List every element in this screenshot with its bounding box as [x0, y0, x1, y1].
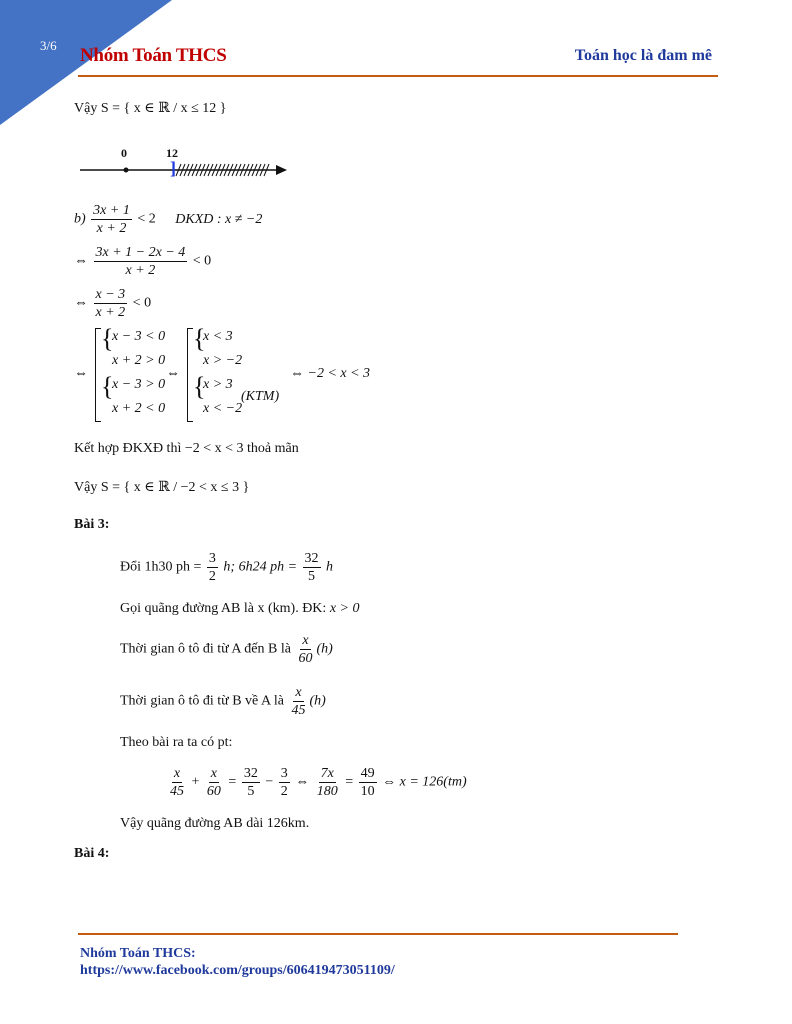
header-tagline: Toán học là đam mê	[574, 47, 712, 64]
time1-unit: (h)	[316, 641, 333, 657]
bai3-conclusion: Vậy quãng đường AB dài 126km.	[120, 816, 310, 831]
system-b2: x > −2	[203, 353, 243, 368]
numerator: 49	[360, 766, 375, 781]
let-condition: x > 0	[329, 601, 360, 616]
numberline-label-zero: 0	[121, 146, 127, 160]
numberline-bracket: ]	[170, 158, 176, 178]
system-b1: x < 3	[203, 329, 233, 344]
numerator: x	[173, 766, 181, 781]
system-result: ⇔ −2 < x < 3	[290, 366, 371, 381]
denominator: 60	[206, 784, 221, 799]
system-b3: x > 3	[203, 377, 233, 392]
fraction	[315, 765, 340, 800]
system-brace: {	[193, 372, 206, 401]
part-b-conclusion-set: = { x ∈ ℝ / −2 < x ≤ 3 }	[112, 480, 250, 495]
numerator: 3x + 1	[93, 203, 130, 218]
numerator: x	[302, 633, 309, 648]
fraction	[359, 765, 377, 800]
part-b-conclusion	[74, 479, 249, 496]
time2-text: Thời gian ô tô đi từ B về A là	[120, 693, 284, 709]
denominator: x + 2	[96, 221, 127, 236]
part-a-conclusion	[74, 100, 227, 117]
time1-text: Thời gian ô tô đi từ A đến B là	[120, 641, 291, 657]
fraction	[289, 684, 307, 719]
relation: < 2	[137, 211, 156, 227]
op: =	[228, 774, 237, 790]
part-a-conclusion-set: = { x ∈ ℝ / x ≤ 12 }	[112, 101, 227, 116]
system-brace: {	[101, 372, 114, 401]
header-rule	[78, 75, 718, 77]
part-a-conclusion-prefix: Vậy S	[74, 101, 109, 116]
numerator: x − 3	[95, 287, 126, 302]
numerator: 3	[208, 551, 216, 566]
part-b-label: b)	[74, 211, 86, 227]
footer-group: Nhóm Toán THCS:	[80, 946, 196, 961]
bai3-time2	[120, 684, 326, 719]
fraction	[303, 550, 321, 585]
denominator: 5	[308, 569, 316, 584]
denominator: 10	[360, 784, 375, 799]
system-a1: x − 3 < 0	[112, 329, 166, 344]
system-b4: x < −2	[203, 401, 243, 416]
bai3-equation	[166, 765, 467, 800]
denominator: x + 2	[95, 305, 126, 320]
system-a4: x + 2 < 0	[112, 401, 166, 416]
number-line	[70, 140, 300, 185]
op: +	[191, 774, 200, 790]
denominator: 60	[298, 651, 313, 666]
bai3-let	[120, 601, 359, 617]
system-arrow-1: ⇔	[74, 366, 88, 381]
system-brace: {	[193, 324, 206, 353]
numerator: x	[210, 766, 218, 781]
iff-arrow: ⇔	[74, 253, 88, 269]
part-b-line3	[74, 286, 151, 321]
numerator: 7x	[320, 766, 334, 781]
convert-suffix: h	[326, 559, 334, 575]
numerator: 32	[243, 766, 258, 781]
convert-mid: h; 6h24 ph =	[223, 559, 298, 575]
footer-rule	[78, 933, 678, 935]
relation: < 0	[132, 295, 152, 311]
denominator: 2	[208, 569, 216, 584]
denominator: x + 2	[125, 263, 156, 278]
let-text: Gọi quãng đường AB là x (km). ĐK:	[120, 601, 327, 616]
denominator: 180	[316, 784, 338, 799]
op: =	[345, 774, 354, 790]
part-b-line1	[74, 202, 262, 237]
fraction	[279, 765, 290, 800]
fraction	[168, 765, 186, 800]
op: ⇔	[295, 774, 310, 790]
numerator: 3	[280, 766, 288, 781]
fraction	[94, 286, 128, 321]
page-number: 3/6	[40, 38, 57, 53]
numerator: x	[295, 685, 302, 700]
numberline-label-twelve: 12	[166, 146, 178, 160]
relation: < 0	[192, 253, 212, 269]
fraction	[94, 244, 188, 279]
bai3-convert	[120, 550, 333, 585]
time2-unit: (h)	[309, 693, 326, 709]
system-a3: x − 3 > 0	[112, 377, 166, 392]
system-arrow-2: ⇔	[166, 366, 180, 381]
bai3-eq-intro: Theo bài ra ta có pt:	[120, 735, 233, 750]
part-b-line2	[74, 244, 211, 279]
denominator: 5	[247, 784, 255, 799]
combine-text: Kết hợp ĐKXĐ thì −2 < x < 3 thoả mãn	[74, 441, 299, 456]
system-a2: x + 2 > 0	[112, 353, 166, 368]
convert-prefix: Đổi 1h30 ph =	[120, 559, 202, 575]
header-brand: Nhóm Toán THCS	[80, 45, 227, 66]
bai3-time1	[120, 632, 333, 667]
numerator: 3x + 1 − 2x − 4	[95, 245, 186, 260]
iff-arrow: ⇔	[74, 295, 88, 311]
denominator: 45	[291, 703, 306, 718]
footer-url[interactable]: https://www.facebook.com/groups/606419473051109/	[80, 963, 395, 978]
fraction	[242, 765, 260, 800]
bai4-title: Bài 4:	[74, 846, 110, 861]
part-b-conclusion-prefix: Vậy S	[74, 480, 109, 495]
numerator: 32	[304, 551, 319, 566]
equation-result: ⇔ x = 126(tm)	[382, 774, 467, 790]
ktm-label: (KTM)	[241, 389, 280, 404]
op: −	[265, 774, 274, 790]
dkxd-condition: DKXD : x ≠ −2	[175, 211, 263, 227]
system-brace: {	[101, 324, 114, 353]
fraction	[91, 202, 132, 237]
fraction	[296, 632, 314, 667]
denominator: 2	[280, 784, 288, 799]
denominator: 45	[170, 784, 184, 799]
fraction	[207, 550, 218, 585]
fraction	[205, 765, 223, 800]
bai3-title: Bài 3:	[74, 517, 110, 532]
